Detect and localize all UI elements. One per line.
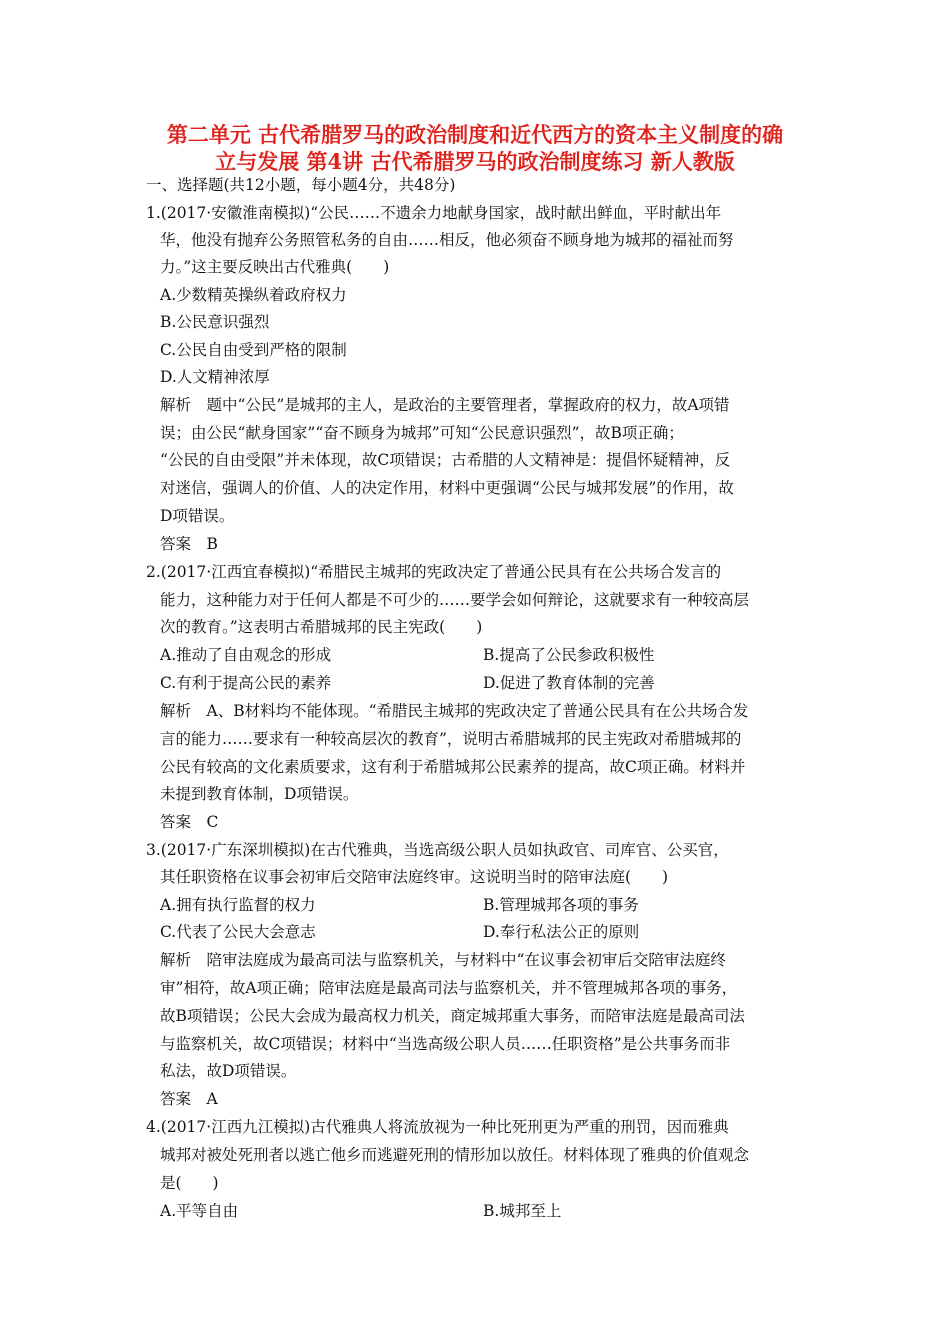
q2-stem-line-3: 次的教育。”这表明古希腊城邦的民主宪政( )	[160, 618, 483, 636]
q1-analysis-line-5: D项错误。	[160, 507, 235, 525]
q1-stem-line-3: 力。”这主要反映出古代雅典( )	[160, 258, 390, 276]
q2-option-c: C.有利于提高公民的素养	[160, 674, 332, 692]
q1-option-d: D.人文精神浓厚	[160, 368, 270, 386]
q1-option-a: A.少数精英操纵着政府权力	[160, 286, 347, 304]
q1-analysis-line-3: “公民的自由受限”并未体现，故C项错误；古希腊的人文精神是：提倡怀疑精神，反	[160, 451, 731, 469]
q1-stem-line-1: 1.(2017·安徽淮南模拟)“公民……不遗余力地献身国家，战时献出鲜血，平时献出年	[146, 204, 722, 222]
q3-answer: 答案 A	[160, 1090, 218, 1108]
q3-analysis-line-2: 审”相符，故A项正确；陪审法庭是最高司法与监察机关，并不管理城邦各项的事务，	[160, 979, 738, 997]
q3-analysis-line-1: 解析 陪审法庭成为最高司法与监察机关，与材料中“在议事会初审后交陪审法庭终	[160, 951, 726, 969]
q1-answer: 答案 B	[160, 535, 218, 553]
title-line-2: 立与发展 第4讲 古代希腊罗马的政治制度练习 新人教版	[215, 149, 735, 174]
q2-analysis-line-4: 未提到教育体制，D项错误。	[160, 785, 359, 803]
q2-analysis-line-1: 解析 A、B材料均不能体现。“希腊民主城邦的宪政决定了普通公民具有在公共场合发	[160, 702, 749, 720]
document-title	[120, 121, 830, 175]
q4-option-a: A.平等自由	[160, 1202, 239, 1220]
q3-analysis-line-3: 故B项错误；公民大会成为最高权力机关，商定城邦重大事务，而陪审法庭是最高司法	[160, 1007, 745, 1025]
q3-option-b: B.管理城邦各项的事务	[483, 896, 639, 914]
q1-option-c: C.公民自由受到严格的限制	[160, 341, 347, 359]
q1-analysis-line-1: 解析 题中“公民”是城邦的主人，是政治的主要管理者，掌握政府的权力，故A项错	[160, 396, 730, 414]
q4-stem-line-3: 是( )	[160, 1174, 219, 1192]
section-header: 一、选择题(共12小题，每小题4分，共48分)	[146, 176, 456, 194]
q3-analysis-line-4: 与监察机关，故C项错误；材料中“当选高级公职人员……任职资格”是公共事务而非	[160, 1035, 731, 1053]
q1-analysis-line-4: 对迷信，强调人的价值、人的决定作用，材料中更强调“公民与城邦发展”的作用，故	[160, 479, 734, 497]
q3-stem-line-2: 其任职资格在议事会初审后交陪审法庭终审。这说明当时的陪审法庭( )	[160, 868, 669, 886]
q3-option-c: C.代表了公民大会意志	[160, 923, 316, 941]
q2-option-a: A.推动了自由观念的形成	[160, 646, 332, 664]
q3-option-a: A.拥有执行监督的权力	[160, 896, 316, 914]
q4-stem-line-2: 城邦对被处死刑者以逃亡他乡而逃避死刑的情形加以放任。材料体现了雅典的价值观念	[160, 1146, 750, 1164]
q2-option-d: D.促进了教育体制的完善	[483, 674, 655, 692]
q3-stem-line-1: 3.(2017·广东深圳模拟)在古代雅典，当选高级公职人员如执政官、司库官、公买官，	[146, 841, 729, 859]
q4-stem-line-1: 4.(2017·江西九江模拟)古代雅典人将流放视为一种比死刑更为严重的刑罚，因而雅典	[146, 1118, 729, 1136]
q1-analysis-line-2: 误；由公民“献身国家”“奋不顾身为城邦”可知“公民意识强烈”，故B项正确；	[160, 424, 684, 442]
q2-answer: 答案 C	[160, 813, 219, 831]
q2-option-b: B.提高了公民参政积极性	[483, 646, 655, 664]
title-line-1: 第二单元 古代希腊罗马的政治制度和近代西方的资本主义制度的确	[166, 122, 784, 147]
q2-stem-line-1: 2.(2017·江西宜春模拟)“希腊民主城邦的宪政决定了普通公民具有在公共场合发言的	[146, 563, 722, 581]
q1-stem-line-2: 华，他没有抛弃公务照管私务的自由……相反，他必须奋不顾身地为城邦的福祉而努	[160, 231, 734, 249]
q3-option-d: D.奉行私法公正的原则	[483, 923, 640, 941]
q2-analysis-line-3: 公民有较高的文化素质要求，这有利于希腊城邦公民素养的提高，故C项正确。材料并	[160, 758, 746, 776]
q1-option-b: B.公民意识强烈	[160, 313, 270, 331]
q2-stem-line-2: 能力，这种能力对于任何人都是不可少的……要学会如何辩论，这就要求有一种较高层	[160, 591, 750, 609]
q2-analysis-line-2: 言的能力……要求有一种较高层次的教育”，说明古希腊城邦的民主宪政对希腊城邦的	[160, 730, 742, 748]
q3-analysis-line-5: 私法，故D项错误。	[160, 1062, 297, 1080]
q4-option-b: B.城邦至上	[483, 1202, 562, 1220]
